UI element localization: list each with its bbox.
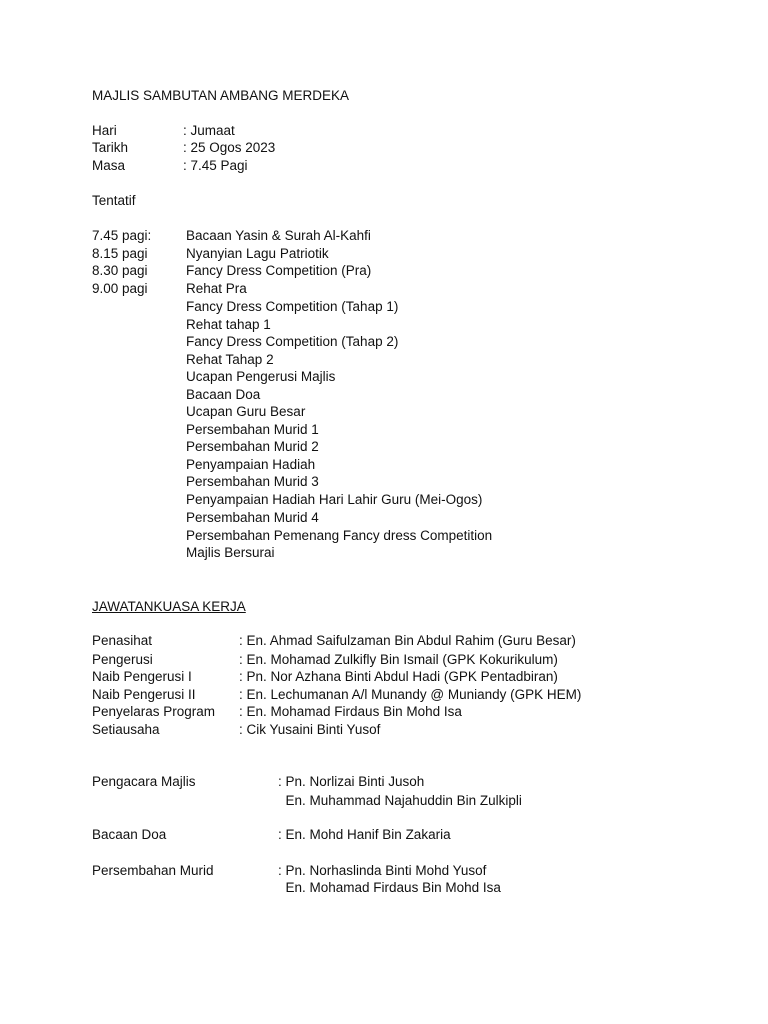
committee-name: : En. Mohamad Zulkifly Bin Ismail (GPK Kokurikulum) <box>239 652 558 667</box>
committee-name: : Pn. Nor Azhana Binti Abdul Hadi (GPK Pentadbiran) <box>239 669 558 684</box>
duty-role: Pengacara Majlis <box>92 774 196 789</box>
committee-role: Naib Pengerusi I <box>92 669 192 684</box>
duty-name: En. Muhammad Najahuddin Bin Zulkipli <box>278 793 522 808</box>
schedule-item: Bacaan Doa <box>186 387 261 402</box>
info-value: : Jumaat <box>183 123 235 138</box>
committee-row <box>92 651 558 668</box>
schedule-item: Rehat Pra <box>186 281 247 296</box>
info-label: Masa <box>92 158 126 173</box>
info-value: : 7.45 Pagi <box>183 158 248 173</box>
duty-row <box>92 773 425 790</box>
schedule-time: 8.15 pagi <box>92 246 148 261</box>
committee-role: Setiausaha <box>92 722 160 737</box>
duty-name: : Pn. Norhaslinda Binti Mohd Yusof <box>278 863 487 878</box>
info-value: : 25 Ogos 2023 <box>183 140 276 155</box>
tentatif-heading: Tentatif <box>92 193 136 208</box>
duty-name: : Pn. Norlizai Binti Jusoh <box>278 774 425 789</box>
committee-role: Penyelaras Program <box>92 704 216 719</box>
info-label: Tarikh <box>92 140 129 155</box>
duty-role: Bacaan Doa <box>92 827 167 842</box>
schedule-item: Fancy Dress Competition (Pra) <box>186 263 372 278</box>
duty-row <box>92 826 451 843</box>
schedule-item: Persembahan Pemenang Fancy dress Competition <box>186 528 493 543</box>
committee-row <box>92 632 576 649</box>
committee-role: Naib Pengerusi II <box>92 687 196 702</box>
schedule-item: Fancy Dress Competition (Tahap 2) <box>186 334 399 349</box>
info-row-masa <box>92 157 248 174</box>
info-label: Hari <box>92 123 117 138</box>
schedule-item: Rehat tahap 1 <box>186 317 271 332</box>
committee-row <box>92 668 558 685</box>
schedule-item: Persembahan Murid 1 <box>186 422 319 437</box>
document-title: MAJLIS SAMBUTAN AMBANG MERDEKA <box>92 88 350 103</box>
list-item <box>92 262 372 279</box>
committee-role: Pengerusi <box>92 652 153 667</box>
schedule-item: Majlis Bersurai <box>186 545 275 560</box>
schedule-item: Ucapan Pengerusi Majlis <box>186 369 336 384</box>
schedule-item: Ucapan Guru Besar <box>186 404 306 419</box>
committee-heading: JAWATANKUASA KERJA <box>92 599 246 614</box>
committee-name: : En. Lechumanan A/l Munandy @ Muniandy (GPK HEM) <box>239 687 582 702</box>
info-row-tarikh <box>92 139 276 156</box>
list-item <box>92 280 247 297</box>
committee-name: : En. Ahmad Saifulzaman Bin Abdul Rahim (Guru Besar) <box>239 633 576 648</box>
info-row-hari <box>92 122 235 139</box>
schedule-item: Persembahan Murid 3 <box>186 474 319 489</box>
duty-role: Persembahan Murid <box>92 863 214 878</box>
schedule-item: Rehat Tahap 2 <box>186 352 274 367</box>
schedule-time: 8.30 pagi <box>92 263 148 278</box>
duty-name: En. Mohamad Firdaus Bin Mohd Isa <box>278 880 501 895</box>
schedule-time: 7.45 pagi: <box>92 228 152 243</box>
schedule-item: Bacaan Yasin & Surah Al-Kahfi <box>186 228 371 243</box>
list-item <box>92 245 329 262</box>
schedule-time: 9.00 pagi <box>92 281 148 296</box>
duty-name: : En. Mohd Hanif Bin Zakaria <box>278 827 451 842</box>
committee-name: : Cik Yusaini Binti Yusof <box>239 722 381 737</box>
committee-row <box>92 703 462 720</box>
schedule-item: Penyampaian Hadiah <box>186 457 316 472</box>
committee-role: Penasihat <box>92 633 153 648</box>
committee-row <box>92 686 582 703</box>
committee-name: : En. Mohamad Firdaus Bin Mohd Isa <box>239 704 462 719</box>
schedule-item: Persembahan Murid 4 <box>186 510 319 525</box>
committee-row <box>92 721 381 738</box>
duty-row <box>92 862 487 879</box>
schedule-item: Nyanyian Lagu Patriotik <box>186 246 329 261</box>
list-item <box>92 227 371 244</box>
schedule-item: Persembahan Murid 2 <box>186 439 319 454</box>
schedule-item: Fancy Dress Competition (Tahap 1) <box>186 299 399 314</box>
schedule-item: Penyampaian Hadiah Hari Lahir Guru (Mei-Ogos) <box>186 492 483 507</box>
